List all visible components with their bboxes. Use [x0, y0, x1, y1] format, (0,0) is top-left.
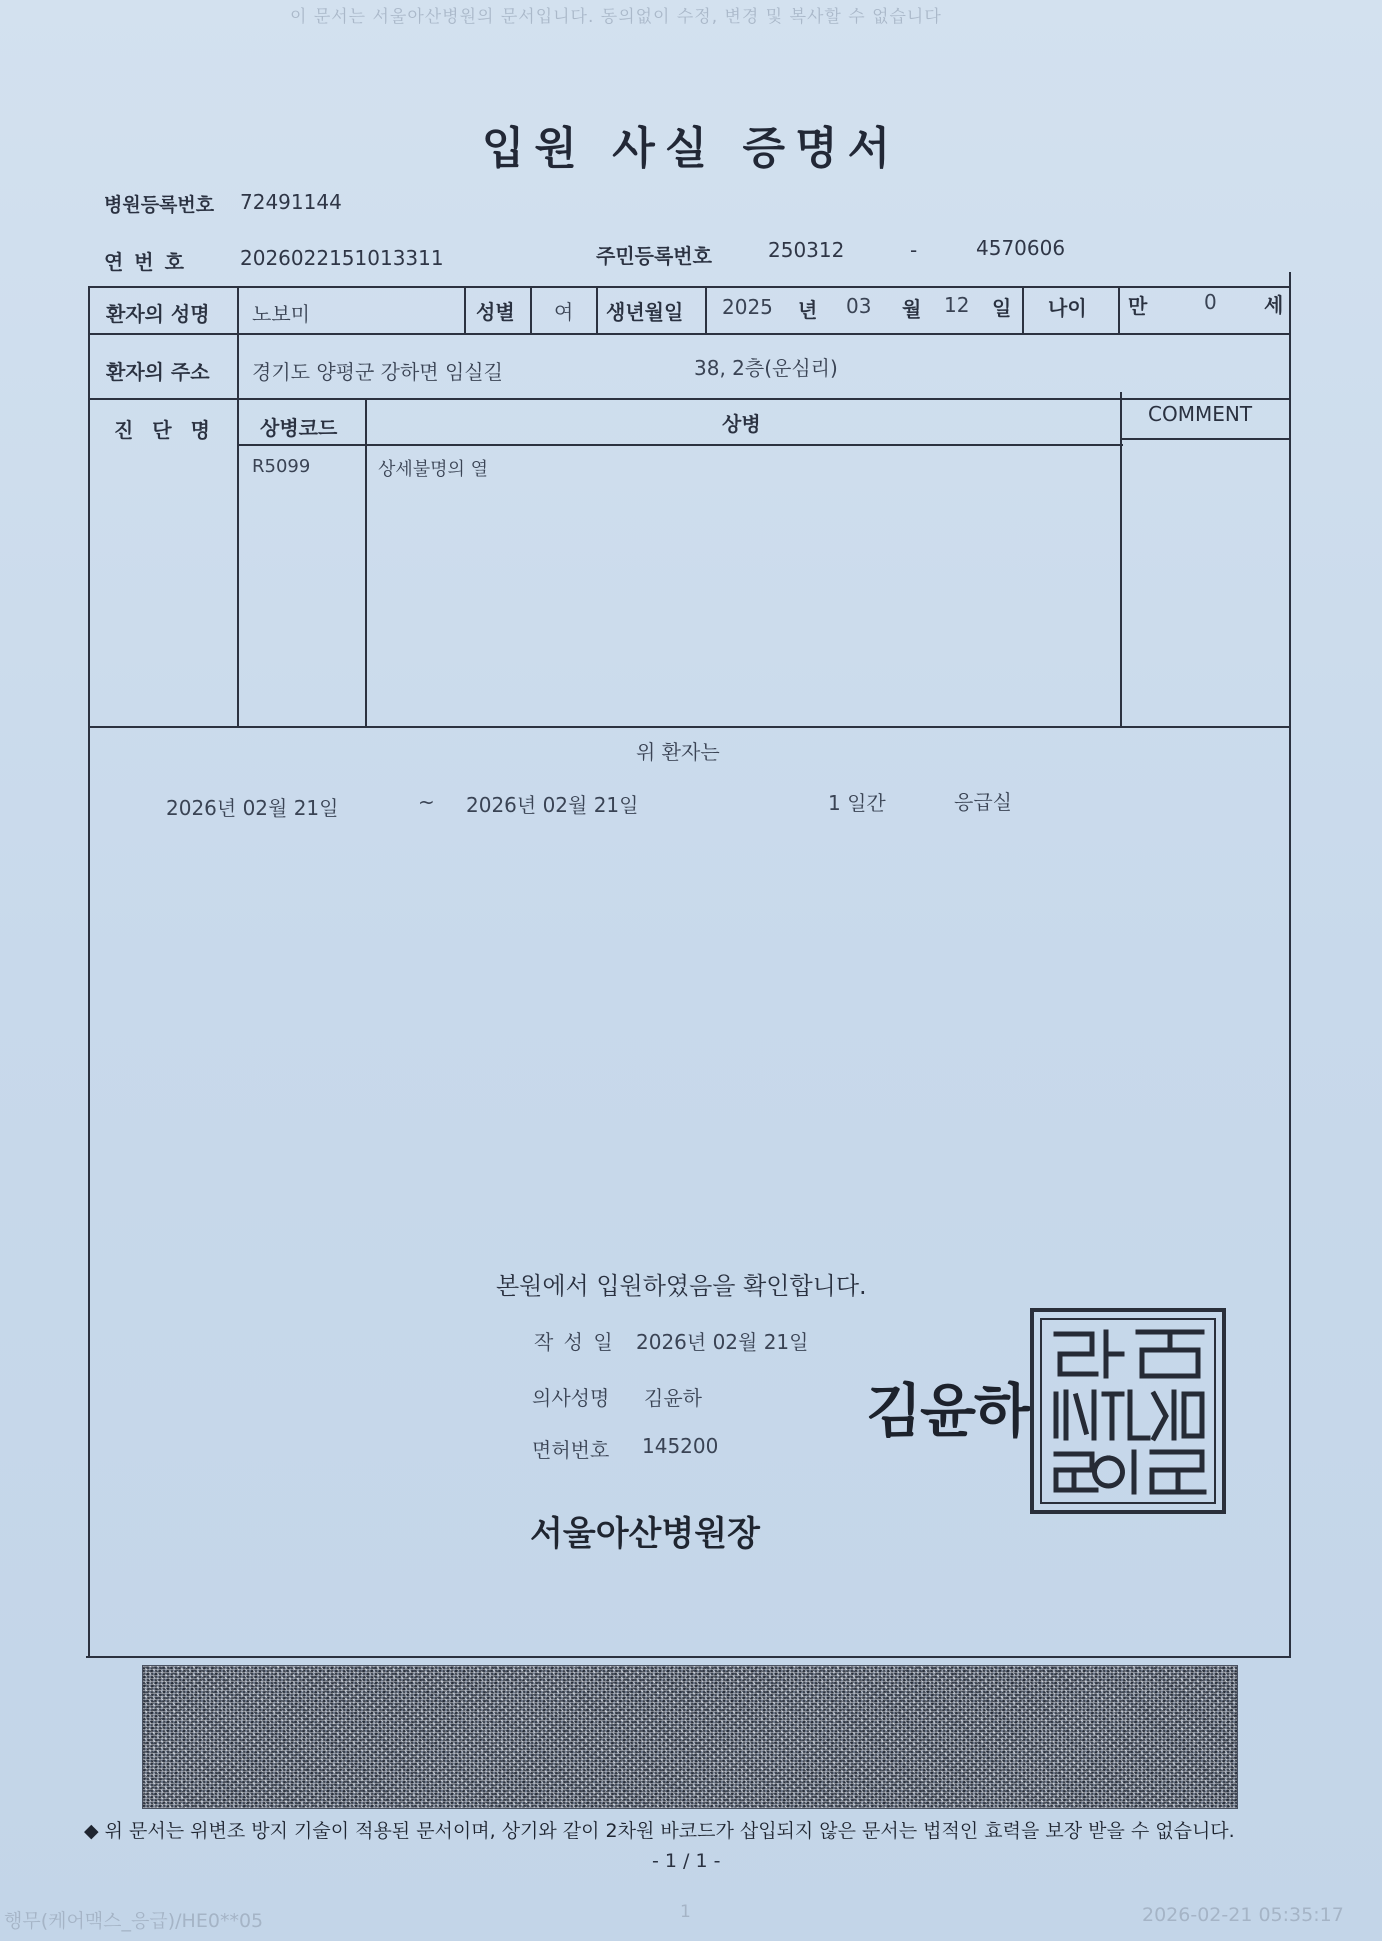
- reg-no-label: 병원등록번호: [104, 194, 215, 216]
- birth-label: 생년월일: [606, 300, 684, 324]
- birth-day-unit: 일: [992, 296, 1012, 320]
- age-prefix: 만: [1128, 294, 1148, 318]
- footer-notice: ◆ 위 문서는 위변조 방지 기술이 적용된 문서이며, 상기와 같이 2차원 바코드가 삽입되지 않은 문서는 법적인 효력을 보장 받을 수 없습니다.: [84, 1820, 1235, 1842]
- age-unit: 세: [1264, 293, 1284, 317]
- birth-month-unit: 월: [902, 297, 922, 321]
- doctor-signature: 김윤하: [866, 1377, 1029, 1445]
- admission-intro: 위 환자는: [636, 740, 720, 764]
- admission-ward: 응급실: [954, 790, 1012, 814]
- page-number: - 1 / 1 -: [652, 1850, 721, 1872]
- age-value: 0: [1204, 290, 1217, 314]
- issue-date-label: 작 성 일: [534, 1330, 615, 1354]
- sex-label: 성별: [476, 300, 515, 324]
- admission-to: 2026년 02월 21일: [466, 793, 639, 817]
- address-value: 경기도 양평군 강하면 임실길: [252, 360, 503, 384]
- doctor-label: 의사성명: [532, 1386, 610, 1410]
- birth-day: 12: [944, 293, 970, 317]
- license-number: 145200: [642, 1434, 719, 1458]
- birth-month: 03: [846, 294, 872, 318]
- sex-value: 여: [554, 300, 574, 324]
- hospital-seal: [1030, 1308, 1226, 1514]
- hospital-director: 서울아산병원장: [530, 1514, 760, 1554]
- admission-from: 2026년 02월 21일: [166, 796, 339, 820]
- diagnosis-name: 상세불명의 열: [378, 459, 489, 480]
- reg-no-value: 72491144: [240, 190, 342, 214]
- comment-header: COMMENT: [1148, 402, 1253, 426]
- birth-year: 2025: [722, 295, 773, 319]
- rrn-back: 4570606: [976, 236, 1066, 260]
- anti-forgery-2d-barcode: [142, 1665, 1238, 1809]
- admission-tilde: ~: [418, 790, 435, 814]
- address-detail: 38, 2층(운심리): [694, 356, 838, 380]
- admission-days: 1 일간: [828, 791, 886, 815]
- print-timestamp: 2026-02-21 05:35:17: [1142, 1904, 1344, 1926]
- confirm-statement: 본원에서 입원하였음을 확인합니다.: [496, 1272, 867, 1300]
- birth-year-unit: 년: [798, 298, 818, 322]
- diagnosis-name-header: 상병: [722, 412, 761, 436]
- diagnosis-label: 진 단 명: [114, 418, 216, 442]
- diagnosis-code: R5099: [252, 456, 311, 477]
- print-copy-number: 1: [680, 1902, 691, 1922]
- print-source: 행무(케어맥스_응급)/HE0**05: [4, 1910, 264, 1932]
- doctor-name: 김윤하: [644, 1386, 702, 1410]
- issue-date: 2026년 02월 21일: [636, 1330, 809, 1354]
- license-label: 면허번호: [532, 1438, 610, 1462]
- copy-protection-watermark: 이 문서는 서울아산병원의 문서입니다. 동의없이 수정, 변경 및 복사할 수 없습니다: [290, 7, 942, 27]
- patient-name-label: 환자의 성명: [106, 302, 210, 326]
- rrn-dash: -: [910, 238, 918, 262]
- age-label: 나이: [1048, 296, 1087, 320]
- patient-name: 노보미: [252, 302, 310, 326]
- diagnosis-code-header: 상병코드: [260, 416, 338, 440]
- address-label: 환자의 주소: [106, 360, 210, 384]
- rrn-front: 250312: [768, 238, 845, 262]
- document-title: 입원 사실 증명서: [481, 123, 901, 174]
- rrn-label: 주민등록번호: [596, 244, 712, 268]
- serial-value: 2026022151013311: [240, 246, 444, 270]
- serial-label: 연 번 호: [104, 250, 186, 274]
